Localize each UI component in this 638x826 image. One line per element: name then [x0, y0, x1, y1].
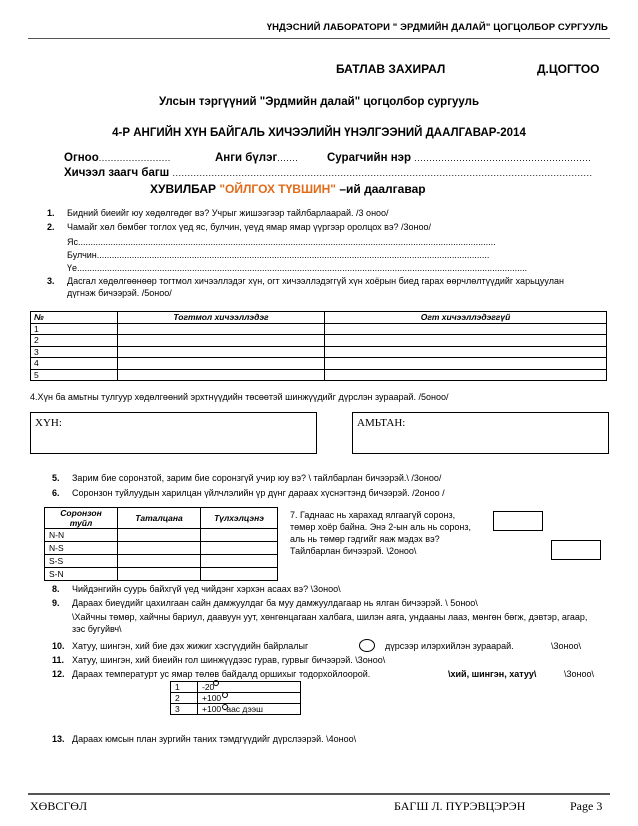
class-label: Анги бүлэг	[215, 152, 278, 164]
approve-label: БАТЛАВ ЗАХИРАЛ	[336, 62, 446, 76]
table-row: S-N	[45, 568, 278, 581]
table-row: 5	[31, 369, 607, 381]
human-drawing-box[interactable]	[30, 412, 317, 454]
table-header-repel: Түлхэлцэнэ	[201, 508, 278, 529]
question-7: 7. Гаднаас нь харахад ялгаагүй соронз, төмөр хоёр байна. Энэ 2-ын аль нь соронз, аль нь төмөр гэдгийг яаж мэдэх вэ? Тайлбарлан бичээрэй. \2оноо\	[290, 510, 471, 556]
animal-drawing-box[interactable]	[352, 412, 609, 454]
question-10: 10. Хатуу, шингэн, хий бие дэх жижиг хэсгүүдийн байрлалыг	[52, 641, 309, 651]
page-number: Page 3	[570, 799, 603, 813]
question-13: 13. Дараах юмсын план зургийн таних тэмдгүүдийг дүрслээрэй. \4оноо\	[52, 734, 357, 744]
teacher-dots: ............................................................................................................................................	[172, 168, 593, 178]
question-12-score: \3оноо\	[564, 669, 594, 679]
question-3: 3. Дасгал хөдөлгөөнөөр тогтмол хичээллэдэг хүн, огт хичээллэдэггүй хүн хоёрын биед гарах өөрчлөлтүүдийг харьцуулан дүгнэж бичээрэй. /5оноо/	[47, 276, 564, 298]
page-title: 4-Р АНГИЙН ХҮН БАЙГАЛЬ ХИЧЭЭЛИЙН ҮНЭЛГЭЭНИЙ ДААЛГАВАР-2014	[112, 127, 526, 139]
question-10-score: \3оноо\	[551, 641, 581, 651]
object-b-rect	[551, 540, 601, 560]
table-row: 4	[31, 358, 607, 370]
table-row: 2 +100	[171, 693, 301, 704]
table-row: N-N	[45, 529, 278, 542]
footer-location: ХӨВСГӨЛ	[30, 799, 88, 813]
date-field	[64, 152, 171, 164]
table-header-never: Огт хичээллэдэггүй	[325, 312, 607, 324]
question-9: 9. Дараах биеүдийг цахилгаан сайн дамжуулдаг ба муу дамжуулдагаар нь ялган бичээрэй. \ 5оноо\	[52, 598, 478, 608]
question-9-items: \Хайчны төмөр, хайчны бариул, даавуун уут, хөнгөнцагаан халбага, шилэн аяга, ундааны лааз, мөнгөн бөгж, дэвтэр, агаар, зэс бугуйвч\	[72, 612, 588, 634]
question-12-options: \хий, шингэн, хатуу\	[448, 669, 537, 679]
question-11: 11. Хатуу, шингэн, хий биеийн гол шинжүүдээс гурав, гурвыг бичээрэй. \3оноо\	[52, 655, 386, 665]
teacher-label: Хичээл заагч багш	[64, 167, 170, 179]
school-name: Улсын тэргүүний "Эрдмийн далай" цогцолбор сургууль	[158, 96, 480, 108]
table-row: 2	[31, 335, 607, 347]
question-1: 1. Бидний биеийг юу хөдөлгөдөг вэ? Учрыг жишээгээр тайлбарлаарай. /3 оноо/	[47, 208, 389, 218]
date-dots: ........................	[98, 153, 171, 163]
header-school: ҮНДЭСНИЙ ЛАБОРАТОРИ " ЭРДМИЙН ДАЛАЙ" ЦОГЦОЛБОР СУРГУУЛЬ	[266, 22, 608, 33]
temperature-table	[170, 681, 301, 715]
question-4: 4.Хүн ба амьтны тулгуур хөдөлгөөний эрхтнүүдийн төсөөтэй шинжүүдийг дүрслэн зураарай. /5оноо/	[30, 392, 449, 402]
table-row: S-S	[45, 555, 278, 568]
student-dots: ...........................................................	[414, 153, 592, 163]
question-12: 12. Дараах температурт ус ямар төлөв байдалд оршихыг тодорхойлоорой.	[52, 669, 371, 679]
question-10-cont: дүрсээр илэрхийлэн зураарай.	[385, 641, 514, 651]
table-row: N-S	[45, 542, 278, 555]
answer-joint: Үе....................................................................................................................................................................................	[67, 263, 528, 273]
header-divider	[28, 38, 610, 39]
approver-name: Д.ЦОГТОО	[537, 62, 600, 76]
answer-muscle: Булчин.............................................................................................................................................................	[67, 250, 490, 260]
variant-pre: ХУВИЛБАР	[150, 182, 220, 196]
degree-icon	[222, 692, 228, 698]
teacher-field	[64, 167, 604, 179]
answer-bone: Яс.......................................................................................................................................................................	[67, 237, 496, 247]
question-2: 2. Чамайг хөл бөмбөг тоглох үед яс, булчин, үеүд ямар ямар үүргээр оролцох вэ? /3оноо/	[47, 222, 432, 232]
variant-title	[150, 182, 426, 196]
degree-icon	[213, 680, 219, 686]
variant-accent: "ОЙЛГОХ ТҮВШИН"	[219, 182, 336, 196]
animal-box-label: АМЬТАН:	[357, 417, 406, 429]
table-row: 3	[31, 346, 607, 358]
table-header-number: №	[31, 312, 118, 324]
degree-icon	[222, 704, 228, 710]
object-a-rect	[493, 511, 543, 531]
circle-icon	[359, 639, 375, 652]
question-8: 8. Чийдэнгийн суурь байхгүй үед чийдэнг хэрхэн асаах вэ? \3оноо\	[52, 584, 341, 594]
student-label: Сурагчийн нэр	[327, 152, 412, 164]
table-header-pole: Соронзон туйл	[45, 508, 118, 529]
date-label: Огноо	[64, 152, 99, 164]
magnet-pole-table	[44, 507, 278, 581]
footer-divider	[28, 793, 610, 795]
variant-post: –ий даалгавар	[336, 182, 426, 196]
class-dots: .......	[277, 153, 299, 163]
table-row: 3 +100 -аас дээш	[171, 704, 301, 715]
table-header-regular: Тогтмол хичээллэдэг	[118, 312, 325, 324]
exercise-compare-table	[30, 311, 607, 381]
student-field	[327, 152, 591, 164]
class-field	[215, 152, 298, 164]
question-5: 5. Зарим бие соронзтой, зарим бие соронзгүй учир юу вэ? \ тайлбарлан бичээрэй.\ /3оноо/	[52, 473, 442, 483]
table-row: 1	[31, 323, 607, 335]
human-box-label: ХҮН:	[35, 417, 62, 429]
question-6: 6. Соронзон туйлуудын харилцан үйлчлэлийн үр дүнг дараах хүснэгтэнд бичээрэй. /2оноо /	[52, 488, 445, 498]
footer-teacher: БАГШ Л. ПҮРЭВЦЭРЭН	[394, 799, 526, 813]
table-header-attract: Таталцана	[118, 508, 201, 529]
table-row: 1 -20	[171, 682, 301, 693]
